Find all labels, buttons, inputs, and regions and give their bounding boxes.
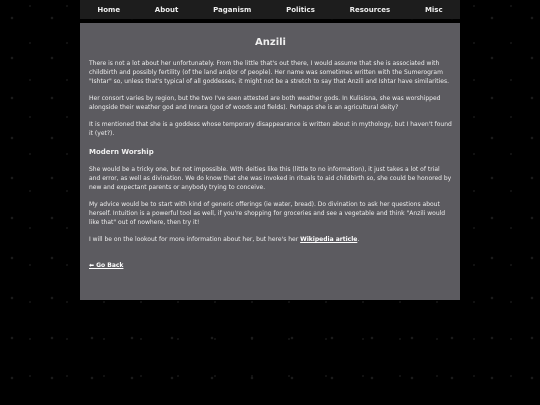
go-back-link[interactable]: ⬅ Go Back (89, 262, 124, 269)
closing-paragraph (89, 235, 452, 244)
content-panel (80, 23, 460, 300)
worship-paragraph-1: She would be a tricky one, but not impossible. With deities like this (little to no information), it just takes a lot of trial and error, as well as divination. We do know that she was invoked in rituals to aid childbirth so, she could be honored by new and expectant parents or anybody trying to conceive. (89, 166, 452, 191)
nav-about-link[interactable]: About (154, 5, 179, 14)
top-navbar (80, 0, 460, 19)
intro-paragraph-1: There is not a lot about her unfortunately. From the little that's out there, I would assume that she is associated with childbirth and possibly fertility (of the land and/or of people). Her name was sometimes written with the Sumerogram "Ishtar" so, unless that's typical of all goddesses, it might not be a stretch to say that Anzili and Ishtar have similarities. (89, 60, 450, 85)
page-title: Anzili (255, 37, 286, 48)
modern-worship-heading: Modern Worship (89, 148, 154, 156)
wikipedia-article-link[interactable]: Wikipedia article (300, 236, 358, 243)
closing-text: I will be on the lookout for more information about her, but here's her (89, 236, 301, 243)
worship-paragraph-2: My advice would be to start with kind of generic offerings (ie water, bread). Do divination to ask her questions about herself. Intuition is a powerful tool as well, if you're shopping for groceries and see a vegetable and think "Anzili would like that" out of nowhere, then try it! (89, 201, 446, 226)
nav-misc-link[interactable]: Misc (424, 5, 443, 14)
closing-period: . (357, 236, 360, 243)
nav-paganism-link[interactable]: Paganism (213, 5, 252, 14)
nav-home-link[interactable]: Home (97, 5, 121, 14)
intro-paragraph-3: It is mentioned that she is a goddess whose temporary disappearance is written about in mythology, but I haven't found it (yet?). (89, 121, 452, 137)
nav-politics-link[interactable]: Politics (286, 5, 315, 14)
intro-paragraph-2: Her consort varies by region, but the two I've seen attested are both weather gods. In Kulisisna, she was worshipped alongside their weather god and Innara (god of woods and fields). Perhaps she is an agricultural deity? (89, 95, 441, 111)
nav-resources-link[interactable]: Resources (349, 5, 391, 14)
